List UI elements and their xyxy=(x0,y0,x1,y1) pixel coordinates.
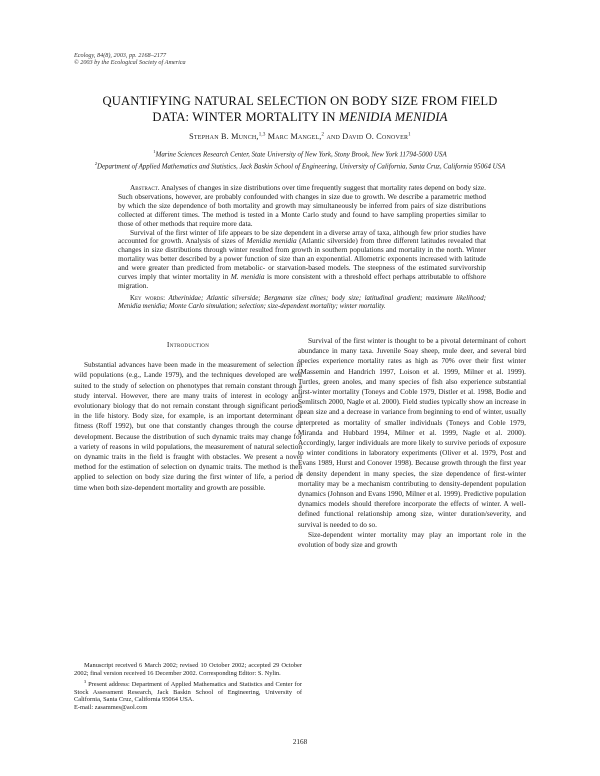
keywords-text: Atherinidae; Atlantic silverside; Bergmann size clines; body size; latitudinal gradient; maximum likelihood; Menidia menidia; Monte Carlo simulation; selection; size-dependent mortality; winter mortality. xyxy=(118,294,486,311)
footnote-address-mark: 3 xyxy=(84,678,87,684)
abstract xyxy=(118,184,486,312)
intro-paragraph-1: Substantial advances have been made in the measurement of selection in wild populations (e.g., Lande 1979), and the techniques developed are well suited to the study of selection on phenotypes that remain constant through a study interval. However, there are many traits of interest in ecology and evolutionary biology that do not remain constant through significant periods in the life history. Body size, for example, is an important determinant of fitness (Roff 1992), but one that constantly changes through the course of development. Because the distribution of such dynamic traits may change for a variety of reasons in wild populations, the measurement of natural selection on dynamic traits in the field is fraught with obstacles. We present a novel method for the estimation of selection on dynamic traits. The method is then applied to selection on body size during the first winter of life, a period of time when both size-dependent mortality and growth are possible. xyxy=(74,361,302,492)
title-species: MENIDIA MENIDIA xyxy=(338,110,448,124)
page-number: 2168 xyxy=(292,738,308,746)
abstract-paragraph-1 xyxy=(118,184,486,229)
affiliation-2-text: Department of Applied Mathematics and Statistics, Jack Baskin School of Engineering, University of California, Santa Cruz, California 95064 USA xyxy=(96,163,506,170)
author-1: Stephan B. Munch, xyxy=(189,132,259,141)
author-3-mark: 1 xyxy=(408,132,411,138)
title-line-2-text: DATA: WINTER MORTALITY IN xyxy=(152,110,339,124)
abstract-text-2b: (Atlantic silverside) from three different latitudes revealed that changes in size distributions through winter resulted from growth in southern populations and mortality in the north. Winter mortality was better described by a power function of size than an exponential. Allometric exponents increased with latitude and were greater than predicted from metabolic- or starvation-based models. The steepness of the estimated survivorship curves imply that winter mortality in xyxy=(118,236,486,282)
abstract-species-2: M. menidia xyxy=(230,272,265,282)
journal-citation: Ecology, 84(8), 2003, pp. 2168–2177 xyxy=(74,52,167,59)
affiliation-2-mark: 2 xyxy=(94,160,97,166)
journal-header xyxy=(74,52,186,66)
keywords-label: Key words: xyxy=(130,294,166,302)
footnotes xyxy=(74,662,302,712)
intro-paragraph-2: Survival of the first winter is thought to be a pivotal determinant of cohort abundance in many taxa. Juvenile Soay sheep, mule deer, and several bird species experience mortality rates as high as 70% over their first winter (Massemin and Handrich 1997, Loison et al. 1999, Milner et al. 1999). Turtles, green anoles, and many species of fish also experience substantial first-winter mortality (Toneys and Coble 1979, Distler et al. 1998, Bodie and Semlitsch 2000, Nagle et al. 2000). Field studies typically show an increase in mean size and a decrease in variance from beginning to end of winter, usually interpreted as mortality of smaller individuals (Toneys and Coble 1979, Miranda and Hubbard 1994, Milner et al. 1999, Nagle et al. 2000). Accordingly, larger individuals are more likely to survive periods of exposure to winter conditions in laboratory experiments (Oliver et al. 1979, Post and Evans 1989, Hurst and Conover 1998). Because growth through the first year is density dependent in many species, the size dependence of first-winter mortality may be a mechanism contributing to density-dependent population dynamics (Johnson and Evans 1990, Milner et al. 1999). Predictive population dynamics models should therefore incorporate the effects of winter. A well-defined functional relationship among size, winter duration/severity, and survival is needed to do so. xyxy=(298,337,526,529)
keywords xyxy=(118,295,486,312)
paper-title xyxy=(70,93,530,125)
affiliation-1 xyxy=(70,148,530,160)
footnote-address-text: Present address: Department of Applied Mathematics and Statistics and Center for Stock Assessment Research, Jack Baskin School of Engineering, University of California, Santa Cruz, California 95064 USA. xyxy=(74,680,302,704)
footnote-received: Manuscript received 6 March 2002; revised 10 October 2002; accepted 29 October 2002; final version received 16 December 2002. Corresponding Editor: S. Nylin. xyxy=(74,662,302,677)
title-line-2 xyxy=(70,109,530,125)
copyright-line: © 2003 by the Ecological Society of America xyxy=(74,59,186,67)
author-list xyxy=(70,132,530,141)
right-column xyxy=(298,336,526,550)
abstract-species-1: Menidia menidia xyxy=(246,236,297,246)
affiliation-1-mark: 1 xyxy=(153,149,156,154)
affiliation-2 xyxy=(70,160,530,172)
author-3: and David O. Conover xyxy=(324,132,409,141)
section-heading-introduction: Introduction xyxy=(166,340,210,349)
intro-paragraph-3: Size-dependent winter mortality may play an important role in the evolution of body size and growth xyxy=(298,530,526,550)
abstract-text-2c: is more consistent with a threshold effect perhaps attributable to offshore migration. xyxy=(118,272,486,290)
affiliation-1-text: Marine Sciences Research Center, State University of New York, Stony Brook, New York 11794-5000 USA xyxy=(155,151,447,159)
author-1-mark: 1,3 xyxy=(258,132,266,138)
left-column xyxy=(74,340,302,493)
abstract-text-2a: Survival of the first winter of life appears to be size dependent in a diverse array of taxa, although few prior studies have accounted for growth. Analysis of sizes of xyxy=(118,227,486,246)
footnote-address xyxy=(74,678,302,705)
abstract-text-1: Analyses of changes in size distributions over time frequently suggest that mortality rates depend on body size. Such observations, however, are probably confounded with changes in size due to growth. We describe a parametric method by which the size dependence of both mortality and growth may simultaneously be inferred from pairs of size distributions collected at different times. The method is tested in a Monte Carlo study and found to have sampling properties similar to those of other methods that require more data. xyxy=(118,183,486,228)
author-2-mark: 2 xyxy=(321,132,325,138)
author-2: Marc Mangel, xyxy=(265,132,322,141)
abstract-paragraph-2 xyxy=(118,229,486,291)
footnote-email: E-mail: zasammes@aol.com xyxy=(74,704,148,712)
abstract-label: Abstract. xyxy=(130,183,160,192)
title-line-1: QUANTIFYING NATURAL SELECTION ON BODY SIZE FROM FIELD xyxy=(102,94,498,108)
affiliations xyxy=(70,148,530,171)
